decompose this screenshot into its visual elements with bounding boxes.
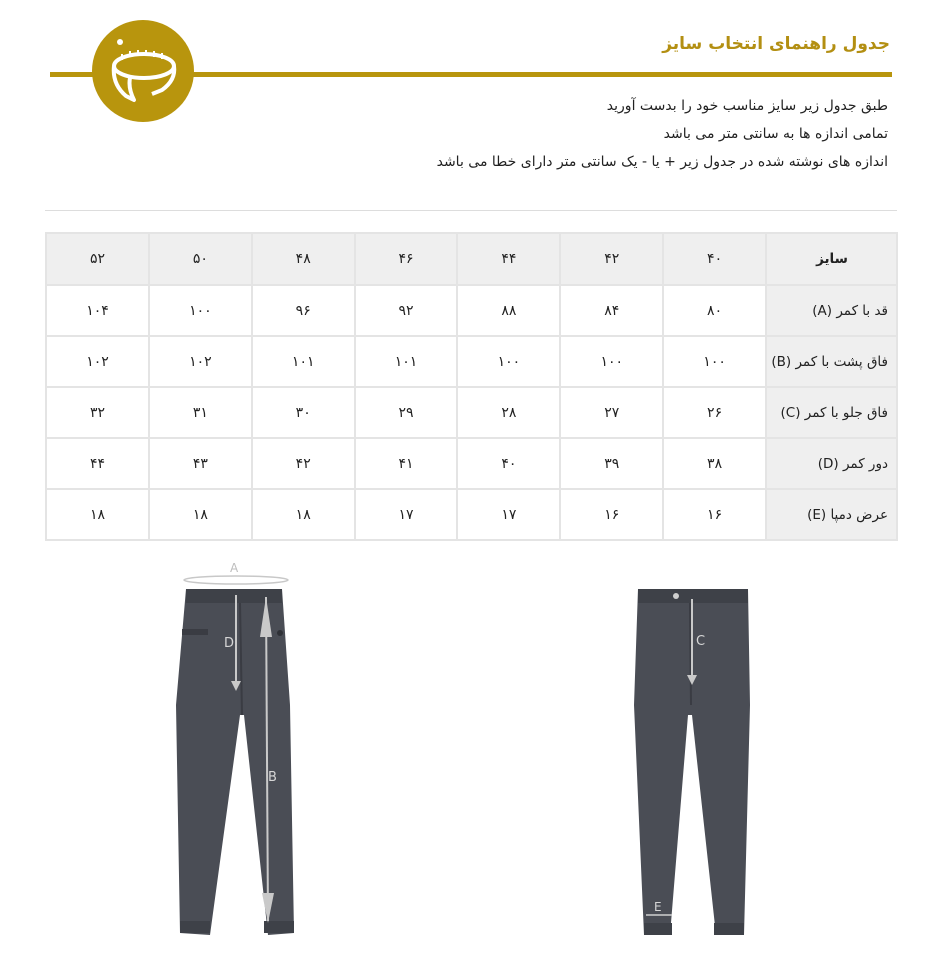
cuff-left xyxy=(180,921,210,933)
table-row xyxy=(46,489,897,540)
back-pocket xyxy=(182,629,208,635)
table-header-row xyxy=(46,233,897,285)
measuring-tape-icon xyxy=(92,20,194,122)
table-cell: ۳۱ xyxy=(149,387,252,438)
fly-seam xyxy=(690,603,691,705)
table-cell: ۱۰۱ xyxy=(355,336,458,387)
size-header-cell: ۴۶ xyxy=(355,233,458,285)
table-cell: ۳۲ xyxy=(46,387,149,438)
table-cell: ۸۸ xyxy=(457,285,560,336)
table-row xyxy=(46,387,897,438)
table-cell: ۴۰ xyxy=(457,438,560,489)
table-cell: ۸۴ xyxy=(560,285,663,336)
table-cell: ۱۰۰ xyxy=(457,336,560,387)
table-cell: ۱۸ xyxy=(149,489,252,540)
waist-arrow-a xyxy=(184,576,288,584)
row-label: دور کمر (D) xyxy=(766,438,897,489)
intro-line: تمامی اندازه ها به سانتی متر می باشد xyxy=(663,126,888,142)
label-d: D xyxy=(224,636,235,651)
table-cell: ۱۶ xyxy=(560,489,663,540)
size-header-cell: ۴۴ xyxy=(457,233,560,285)
waist-button xyxy=(673,593,679,599)
label-c: C xyxy=(696,634,706,649)
pocket-button xyxy=(277,630,283,636)
table-cell: ۱۷ xyxy=(457,489,560,540)
measuring-tape-badge xyxy=(92,20,194,122)
table-cell: ۹۲ xyxy=(355,285,458,336)
cuff-left xyxy=(644,923,672,935)
row-label: عرض دمپا (E) xyxy=(766,489,897,540)
table-cell: ۱۷ xyxy=(355,489,458,540)
pants-front-view xyxy=(630,585,760,945)
table-cell: ۱۰۲ xyxy=(149,336,252,387)
table-cell: ۳۸ xyxy=(663,438,766,489)
cuff-right xyxy=(714,923,744,935)
table-cell: ۲۹ xyxy=(355,387,458,438)
pants-back-view xyxy=(170,555,310,945)
table-cell: ۴۱ xyxy=(355,438,458,489)
table-cell: ۱۸ xyxy=(252,489,355,540)
table-cell: ۹۶ xyxy=(252,285,355,336)
table-row xyxy=(46,336,897,387)
table-cell: ۳۹ xyxy=(560,438,663,489)
table-cell: ۴۳ xyxy=(149,438,252,489)
table-cell: ۲۸ xyxy=(457,387,560,438)
section-divider xyxy=(45,210,897,211)
table-cell: ۱۰۲ xyxy=(46,336,149,387)
intro-line: طبق جدول زیر سایز مناسب خود را بدست آورید xyxy=(606,98,888,114)
size-table xyxy=(45,232,898,541)
table-cell: ۴۲ xyxy=(252,438,355,489)
table-cell: ۱۸ xyxy=(46,489,149,540)
label-e: E xyxy=(654,900,662,914)
table-cell: ۱۰۴ xyxy=(46,285,149,336)
table-cell: ۱۶ xyxy=(663,489,766,540)
table-cell: ۱۰۰ xyxy=(149,285,252,336)
label-a: A xyxy=(230,561,239,575)
table-cell: ۳۰ xyxy=(252,387,355,438)
table-cell: ۲۶ xyxy=(663,387,766,438)
intro-line: اندازه های نوشته شده در جدول زیر + یا - یک سانتی متر دارای خطا می باشد xyxy=(436,154,888,170)
table-row xyxy=(46,438,897,489)
row-label: فاق جلو با کمر (C) xyxy=(766,387,897,438)
label-b: B xyxy=(268,770,277,785)
size-header-cell: ۵۰ xyxy=(149,233,252,285)
row-label: فاق پشت با کمر (B) xyxy=(766,336,897,387)
table-cell: ۸۰ xyxy=(663,285,766,336)
table-cell: ۱۰۰ xyxy=(663,336,766,387)
cuff-right xyxy=(264,921,294,933)
header-label-cell: سایز xyxy=(766,233,897,285)
intro-notes xyxy=(288,92,888,176)
table-cell: ۱۰۰ xyxy=(560,336,663,387)
page-title: جدول راهنمای انتخاب سایز xyxy=(662,34,890,54)
size-header-cell: ۴۸ xyxy=(252,233,355,285)
row-label: قد با کمر (A) xyxy=(766,285,897,336)
table-row xyxy=(46,285,897,336)
size-header-cell: ۵۲ xyxy=(46,233,149,285)
waistband xyxy=(186,589,282,603)
size-header-cell: ۴۰ xyxy=(663,233,766,285)
table-cell: ۲۷ xyxy=(560,387,663,438)
table-cell: ۴۴ xyxy=(46,438,149,489)
table-cell: ۱۰۱ xyxy=(252,336,355,387)
size-header-cell: ۴۲ xyxy=(560,233,663,285)
